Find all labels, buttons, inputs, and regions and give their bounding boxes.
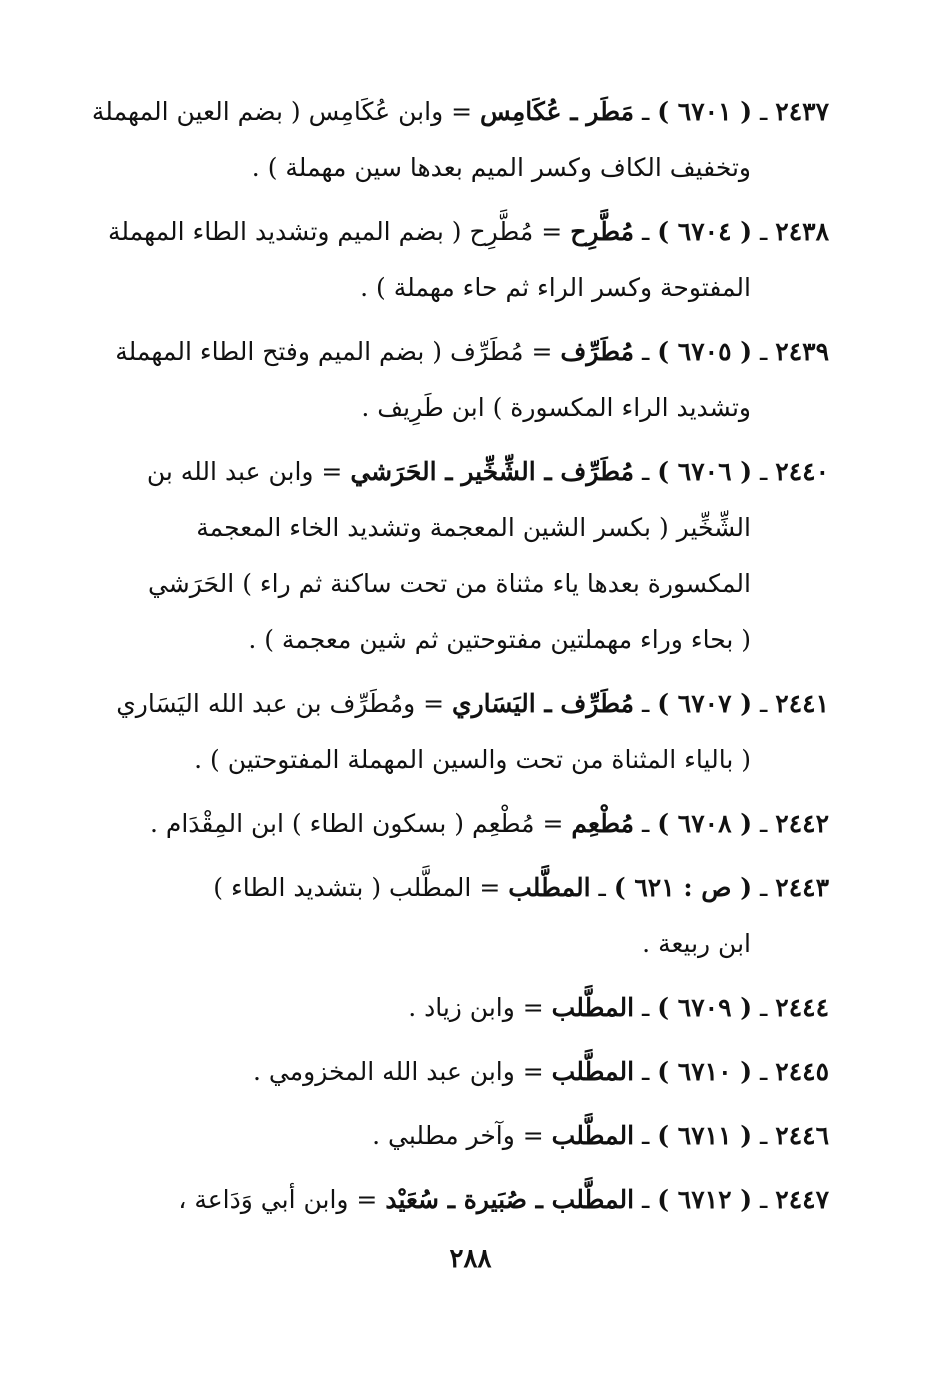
entry <box>82 1044 829 1100</box>
entry-reference: ( ٦٧٠٩ ) <box>657 993 753 1022</box>
entry-reference: ( ٦٧١١ ) <box>657 1121 753 1150</box>
entry-headword: المطَّلب <box>551 993 635 1022</box>
entry-headword: مُطَّرِح <box>570 217 635 246</box>
entry <box>82 84 829 196</box>
entry-headword: المطَّلب <box>551 1057 635 1086</box>
entry-continuation-line: وتخفيف الكاف وكسر الميم بعدها سين مهملة ) . <box>251 153 751 182</box>
entry <box>82 444 829 668</box>
entry-first-line: ٢٤٤٦ ـ ( ٦٧١١ ) ـ المطَّلب = وآخر مطلبي . <box>372 1121 829 1150</box>
entry-headword: مُطَرِّف <box>560 337 635 366</box>
entry-number: ٢٤٣٩ <box>775 337 829 366</box>
entry <box>82 204 829 316</box>
entry-number: ٢٤٤٦ <box>775 1121 829 1150</box>
entry-first-line: ٢٤٣٨ ـ ( ٦٧٠٤ ) ـ مُطَّرِح = مُطَّرِح ( بضم الميم وتشديد الطاء المهملة <box>107 217 829 246</box>
entry-number: ٢٤٤٣ <box>775 873 829 902</box>
page-number: ٢٨٨ <box>449 1244 492 1274</box>
entry-reference: ( ٦٧٠٧ ) <box>657 689 753 718</box>
entry <box>82 1172 829 1228</box>
entry <box>82 860 829 972</box>
entry-text: = مُطَّرِح ( بضم الميم وتشديد الطاء المهملة <box>107 217 563 246</box>
entry-first-line: ٢٤٤٢ ـ ( ٦٧٠٨ ) ـ مُطْعِم = مُطْعِم ( بسكون الطاء ) ابن المِقْدَام . <box>149 809 829 838</box>
entry-first-line: ٢٤٤٣ ـ ( ص : ٦٢١ ) ـ المطَّلب = المطَّلب ( بتشديد الطاء ) <box>213 873 829 902</box>
entry-headword: المطَّلب <box>551 1121 635 1150</box>
entry-first-line: ٢٤٤١ ـ ( ٦٧٠٧ ) ـ مُطَرِّف ـ اليَسَاري = ومُطَرِّف بن عبد الله اليَسَاري <box>116 689 829 718</box>
entry-list <box>82 84 829 1236</box>
entry-continuation-line: الشِّخِّير ( بكسر الشين المعجمة وتشديد الخاء المعجمة <box>196 513 751 542</box>
entry-headword: مَطَر ـ عُكَامِس <box>480 97 635 126</box>
entry-first-line: ٢٤٣٩ ـ ( ٦٧٠٥ ) ـ مُطَرِّف = مُطَرِّف ( بضم الميم وفتح الطاء المهملة <box>115 337 829 366</box>
entry-first-line: ٢٤٣٧ ـ ( ٦٧٠١ ) ـ مَطَر ـ عُكَامِس = وابن عُكَامِس ( بضم العين المهملة <box>91 97 829 126</box>
entry-continuation-line: المكسورة بعدها ياء مثناة من تحت ساكنة ثم راء ) الحَرَشي <box>147 569 751 598</box>
entry-text: = وابن أبي وَدَاعة ، <box>178 1185 378 1214</box>
entry-text: = مُطَرِّف ( بضم الميم وفتح الطاء المهملة <box>115 337 553 366</box>
entry-text: = مُطْعِم ( بسكون الطاء ) ابن المِقْدَام . <box>149 809 564 838</box>
entry-reference: ( ص : ٦٢١ ) <box>613 873 753 902</box>
entry-number: ٢٤٤٤ <box>775 993 829 1022</box>
entry <box>82 1108 829 1164</box>
entry-headword: مُطْعِم <box>571 809 635 838</box>
entry-first-line: ٢٤٤٠ ـ ( ٦٧٠٦ ) ـ مُطَرِّف ـ الشِّخِّير ـ الحَرَشي = وابن عبد الله بن <box>146 457 829 486</box>
entry-reference: ( ٦٧٠٨ ) <box>657 809 753 838</box>
entry-text: = ومُطَرِّف بن عبد الله اليَسَاري <box>116 689 445 718</box>
entry <box>82 980 829 1036</box>
entry-reference: ( ٦٧٠٤ ) <box>657 217 753 246</box>
entry-number: ٢٤٣٧ <box>775 97 829 126</box>
entry-text: = وابن عبد الله المخزومي . <box>253 1057 544 1086</box>
entry-continuation-line: وتشديد الراء المكسورة ) ابن طَرِيف . <box>361 393 751 422</box>
entry-headword: المطَّلب <box>508 873 591 902</box>
entry-number: ٢٤٣٨ <box>775 217 829 246</box>
entry-first-line: ٢٤٤٥ ـ ( ٦٧١٠ ) ـ المطَّلب = وابن عبد الله المخزومي . <box>253 1057 829 1086</box>
entry-text: = المطَّلب ( بتشديد الطاء ) <box>213 873 501 902</box>
entry-continuation-line: المفتوحة وكسر الراء ثم حاء مهملة ) . <box>360 273 751 302</box>
entry-reference: ( ٦٧٠٦ ) <box>657 457 753 486</box>
entry-text: = وآخر مطلبي . <box>372 1121 544 1150</box>
entry-reference: ( ٦٧٠١ ) <box>657 97 753 126</box>
entry-reference: ( ٦٧١٠ ) <box>657 1057 753 1086</box>
entry-continuation-line: ابن ربيعة . <box>642 929 751 958</box>
entry-first-line: ٢٤٤٧ ـ ( ٦٧١٢ ) ـ المطَّلب ـ صُبَيرة ـ سُعَيْد = وابن أبي وَدَاعة ، <box>178 1185 829 1214</box>
entry-continuation-line: ( بالياء المثناة من تحت والسين المهملة المفتوحتين ) . <box>194 745 751 774</box>
entry-number: ٢٤٤٢ <box>775 809 829 838</box>
entry-headword: المطَّلب ـ صُبَيرة ـ سُعَيْد <box>385 1185 635 1214</box>
entry-number: ٢٤٤٥ <box>775 1057 829 1086</box>
entry-reference: ( ٦٧١٢ ) <box>657 1185 753 1214</box>
entry <box>82 324 829 436</box>
entry-text: = وابن عبد الله بن <box>146 457 343 486</box>
entry <box>82 796 829 852</box>
entry-text: = وابن زياد . <box>408 993 544 1022</box>
entry-continuation-line: ( بحاء وراء مهملتين مفتوحتين ثم شين معجمة ) . <box>248 625 751 654</box>
entry-headword: مُطَرِّف ـ الشِّخِّير ـ الحَرَشي <box>350 457 635 486</box>
entry-number: ٢٤٤٠ <box>775 457 829 486</box>
entry-number: ٢٤٤٧ <box>775 1185 829 1214</box>
entry-text: = وابن عُكَامِس ( بضم العين المهملة <box>91 97 473 126</box>
entry <box>82 676 829 788</box>
entry-reference: ( ٦٧٠٥ ) <box>657 337 753 366</box>
entry-headword: مُطَرِّف ـ اليَسَاري <box>452 689 635 718</box>
entry-number: ٢٤٤١ <box>775 689 829 718</box>
entry-first-line: ٢٤٤٤ ـ ( ٦٧٠٩ ) ـ المطَّلب = وابن زياد . <box>408 993 829 1022</box>
